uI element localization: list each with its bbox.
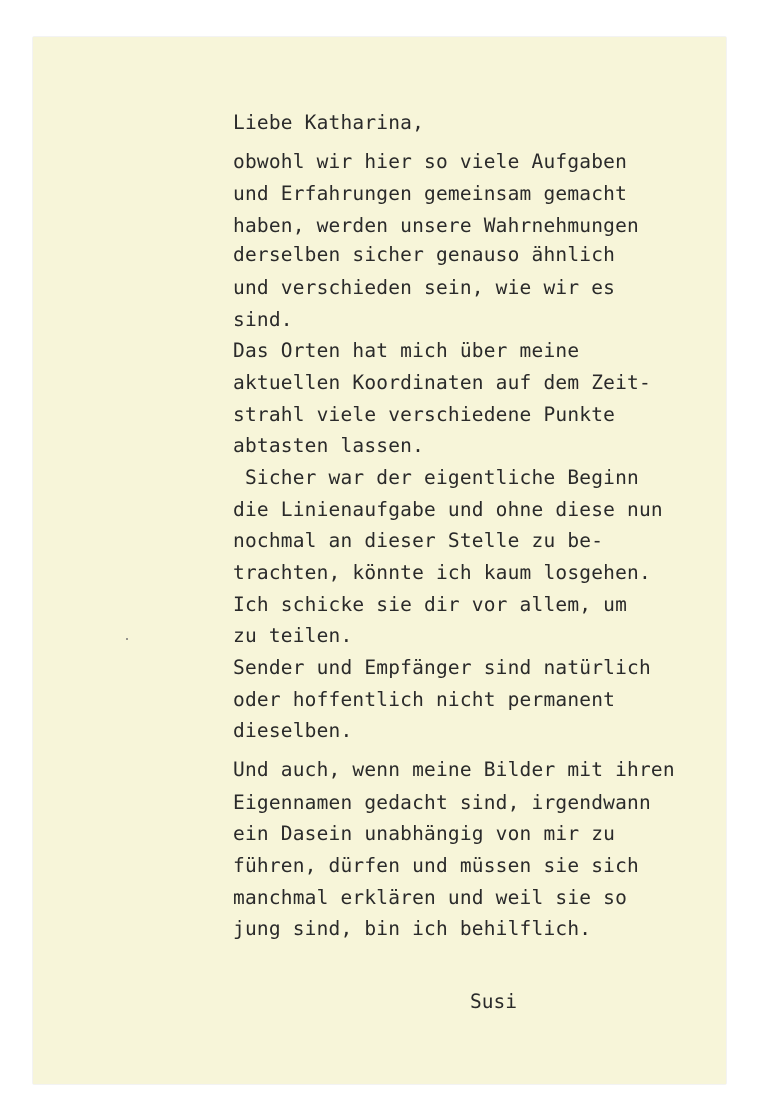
paper-speck [126, 638, 128, 640]
letter-line: derselben sicher genauso ähnlich [233, 243, 616, 266]
letter-line: oder hoffentlich nicht permanent [233, 688, 616, 711]
letter-line: Das Orten hat mich über meine [233, 339, 580, 362]
signature: Susi [470, 990, 517, 1013]
letter-line: Eigennamen gedacht sind, irgendwann [233, 791, 651, 814]
letter-line: ein Dasein unabhängig von mir zu [233, 822, 616, 845]
letter-line: jung sind, bin ich behilflich. [233, 917, 592, 940]
letter-line: nochmal an dieser Stelle zu be- [233, 529, 604, 552]
letter-line: dieselben. [233, 719, 353, 742]
letter-line: Und auch, wenn meine Bilder mit ihren [233, 758, 675, 781]
letter-line: Sender und Empfänger sind natürlich [233, 656, 651, 679]
letter-line: die Linienaufgabe und ohne diese nun [233, 498, 663, 521]
letter-line: aktuellen Koordinaten auf dem Zeit- [233, 371, 651, 394]
letter-line: trachten, könnte ich kaum losgehen. [233, 561, 651, 584]
letter-line: sind. [233, 308, 293, 331]
letter-line: obwohl wir hier so viele Aufgaben [233, 150, 628, 173]
letter-line: und Erfahrungen gemeinsam gemacht [233, 182, 628, 205]
salutation: Liebe Katharina, [233, 111, 425, 134]
letter-paper [33, 37, 726, 1084]
letter-line: manchmal erklären und weil sie so [233, 886, 628, 909]
letter-line: und verschieden sein, wie wir es [233, 276, 616, 299]
letter-line: strahl viele verschiedene Punkte [233, 403, 616, 426]
letter-line: abtasten lassen. [233, 434, 425, 457]
letter-line: zu teilen. [233, 624, 353, 647]
letter-line: führen, dürfen und müssen sie sich [233, 854, 639, 877]
letter-line: Ich schicke sie dir vor allem, um [233, 593, 628, 616]
letter-line: Sicher war der eigentliche Beginn [233, 466, 639, 489]
letter-line: haben, werden unsere Wahrnehmungen [233, 214, 639, 237]
